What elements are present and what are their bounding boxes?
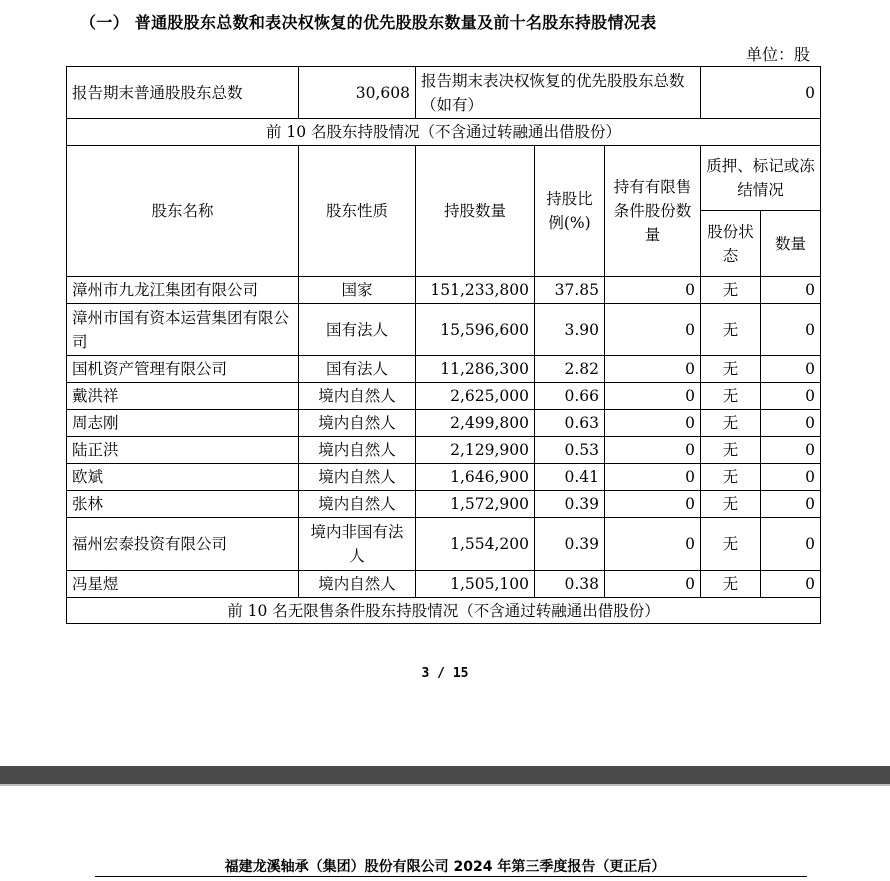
pledge-status: 无 (701, 277, 761, 304)
page-separator-shadow (0, 784, 890, 786)
pledge-status: 无 (701, 410, 761, 437)
holder-ratio: 0.38 (535, 571, 605, 598)
holder-name: 张林 (67, 491, 299, 518)
holder-restricted: 0 (605, 304, 701, 356)
common-holders-label: 报告期末普通股股东总数 (67, 67, 299, 119)
pledge-qty: 0 (761, 277, 821, 304)
header-row (67, 146, 821, 211)
holder-shares: 1,572,900 (416, 491, 535, 518)
header-nature: 股东性质 (299, 146, 416, 277)
holder-name: 漳州市国有资本运营集团有限公司 (67, 304, 299, 356)
header-pledge-qty: 数量 (761, 211, 821, 277)
holder-nature: 境内自然人 (299, 410, 416, 437)
preferred-holders-label: 报告期末表决权恢复的优先股股东总数（如有） (416, 67, 701, 119)
pledge-qty: 0 (761, 410, 821, 437)
header-shares: 持股数量 (416, 146, 535, 277)
table-row (67, 571, 821, 598)
holder-nature: 境内非国有法人 (299, 518, 416, 571)
pledge-qty: 0 (761, 356, 821, 383)
page-separator (0, 766, 890, 784)
next-page-header: 福建龙溪轴承（集团）股份有限公司 2024 年第三季度报告（更正后） (224, 859, 666, 875)
holder-shares: 2,129,900 (416, 437, 535, 464)
holder-ratio: 3.90 (535, 304, 605, 356)
table-row (67, 410, 821, 437)
holder-name: 福州宏泰投资有限公司 (67, 518, 299, 571)
holder-shares: 11,286,300 (416, 356, 535, 383)
holder-shares: 2,625,000 (416, 383, 535, 410)
holder-shares: 1,646,900 (416, 464, 535, 491)
table-row (67, 356, 821, 383)
common-holders-value: 30,608 (299, 67, 416, 119)
pledge-qty: 0 (761, 304, 821, 356)
holder-nature: 境内自然人 (299, 464, 416, 491)
holder-restricted: 0 (605, 437, 701, 464)
summary-row (67, 67, 821, 119)
shareholder-table (66, 66, 821, 624)
unrestricted-title: 前 10 名无限售条件股东持股情况（不含通过转融通出借股份） (67, 598, 821, 624)
holder-nature: 境内自然人 (299, 383, 416, 410)
pledge-qty: 0 (761, 383, 821, 410)
holder-name: 国机资产管理有限公司 (67, 356, 299, 383)
table-row (67, 383, 821, 410)
holder-name: 漳州市九龙江集团有限公司 (67, 277, 299, 304)
holder-restricted: 0 (605, 277, 701, 304)
holder-restricted: 0 (605, 464, 701, 491)
pledge-qty: 0 (761, 571, 821, 598)
holder-shares: 1,554,200 (416, 518, 535, 571)
pledge-qty: 0 (761, 518, 821, 571)
holder-name: 陆正洪 (67, 437, 299, 464)
preferred-holders-value: 0 (701, 67, 821, 119)
header-pledge-status: 股份状态 (701, 211, 761, 277)
holder-ratio: 0.41 (535, 464, 605, 491)
holder-nature: 境内自然人 (299, 571, 416, 598)
holder-restricted: 0 (605, 383, 701, 410)
header-rule (95, 876, 807, 877)
table-row (67, 491, 821, 518)
holder-name: 冯星煜 (67, 571, 299, 598)
holder-ratio: 0.66 (535, 383, 605, 410)
pledge-status: 无 (701, 304, 761, 356)
pledge-qty: 0 (761, 464, 821, 491)
pledge-status: 无 (701, 491, 761, 518)
holder-ratio: 0.39 (535, 491, 605, 518)
holder-name: 戴洪祥 (67, 383, 299, 410)
header-restricted: 持有有限售条件股份数量 (605, 146, 701, 277)
pledge-status: 无 (701, 464, 761, 491)
unit-label: 单位：股 (745, 45, 810, 64)
header-name: 股东名称 (67, 146, 299, 277)
holder-nature: 境内自然人 (299, 491, 416, 518)
holder-ratio: 0.63 (535, 410, 605, 437)
table-row (67, 304, 821, 356)
pledge-status: 无 (701, 518, 761, 571)
holder-nature: 境内自然人 (299, 437, 416, 464)
holder-restricted: 0 (605, 410, 701, 437)
table-row (67, 437, 821, 464)
holder-shares: 15,596,600 (416, 304, 535, 356)
holder-nature: 国有法人 (299, 356, 416, 383)
section-title: （一） 普通股股东总数和表决权恢复的优先股股东数量及前十名股东持股情况表 (80, 13, 657, 32)
pledge-status: 无 (701, 571, 761, 598)
holder-shares: 2,499,800 (416, 410, 535, 437)
holder-ratio: 2.82 (535, 356, 605, 383)
holder-restricted: 0 (605, 518, 701, 571)
holder-name: 周志刚 (67, 410, 299, 437)
pledge-qty: 0 (761, 437, 821, 464)
holder-restricted: 0 (605, 491, 701, 518)
holder-restricted: 0 (605, 356, 701, 383)
pledge-status: 无 (701, 383, 761, 410)
header-ratio: 持股比例(%) (535, 146, 605, 277)
table-row (67, 464, 821, 491)
holder-shares: 1,505,100 (416, 571, 535, 598)
holder-nature: 国家 (299, 277, 416, 304)
holder-nature: 国有法人 (299, 304, 416, 356)
pledge-status: 无 (701, 437, 761, 464)
holder-shares: 151,233,800 (416, 277, 535, 304)
holder-ratio: 0.39 (535, 518, 605, 571)
top10-title: 前 10 名股东持股情况（不含通过转融通出借股份） (67, 119, 821, 146)
holder-ratio: 0.53 (535, 437, 605, 464)
table-row (67, 277, 821, 304)
pledge-qty: 0 (761, 491, 821, 518)
holder-restricted: 0 (605, 571, 701, 598)
header-pledge-group: 质押、标记或冻结情况 (701, 146, 821, 211)
top10-title-row (67, 119, 821, 146)
unrestricted-title-row (67, 598, 821, 624)
table-row (67, 518, 821, 571)
holder-name: 欧斌 (67, 464, 299, 491)
holder-ratio: 37.85 (535, 277, 605, 304)
page-number: 3 / 15 (421, 666, 469, 681)
pledge-status: 无 (701, 356, 761, 383)
